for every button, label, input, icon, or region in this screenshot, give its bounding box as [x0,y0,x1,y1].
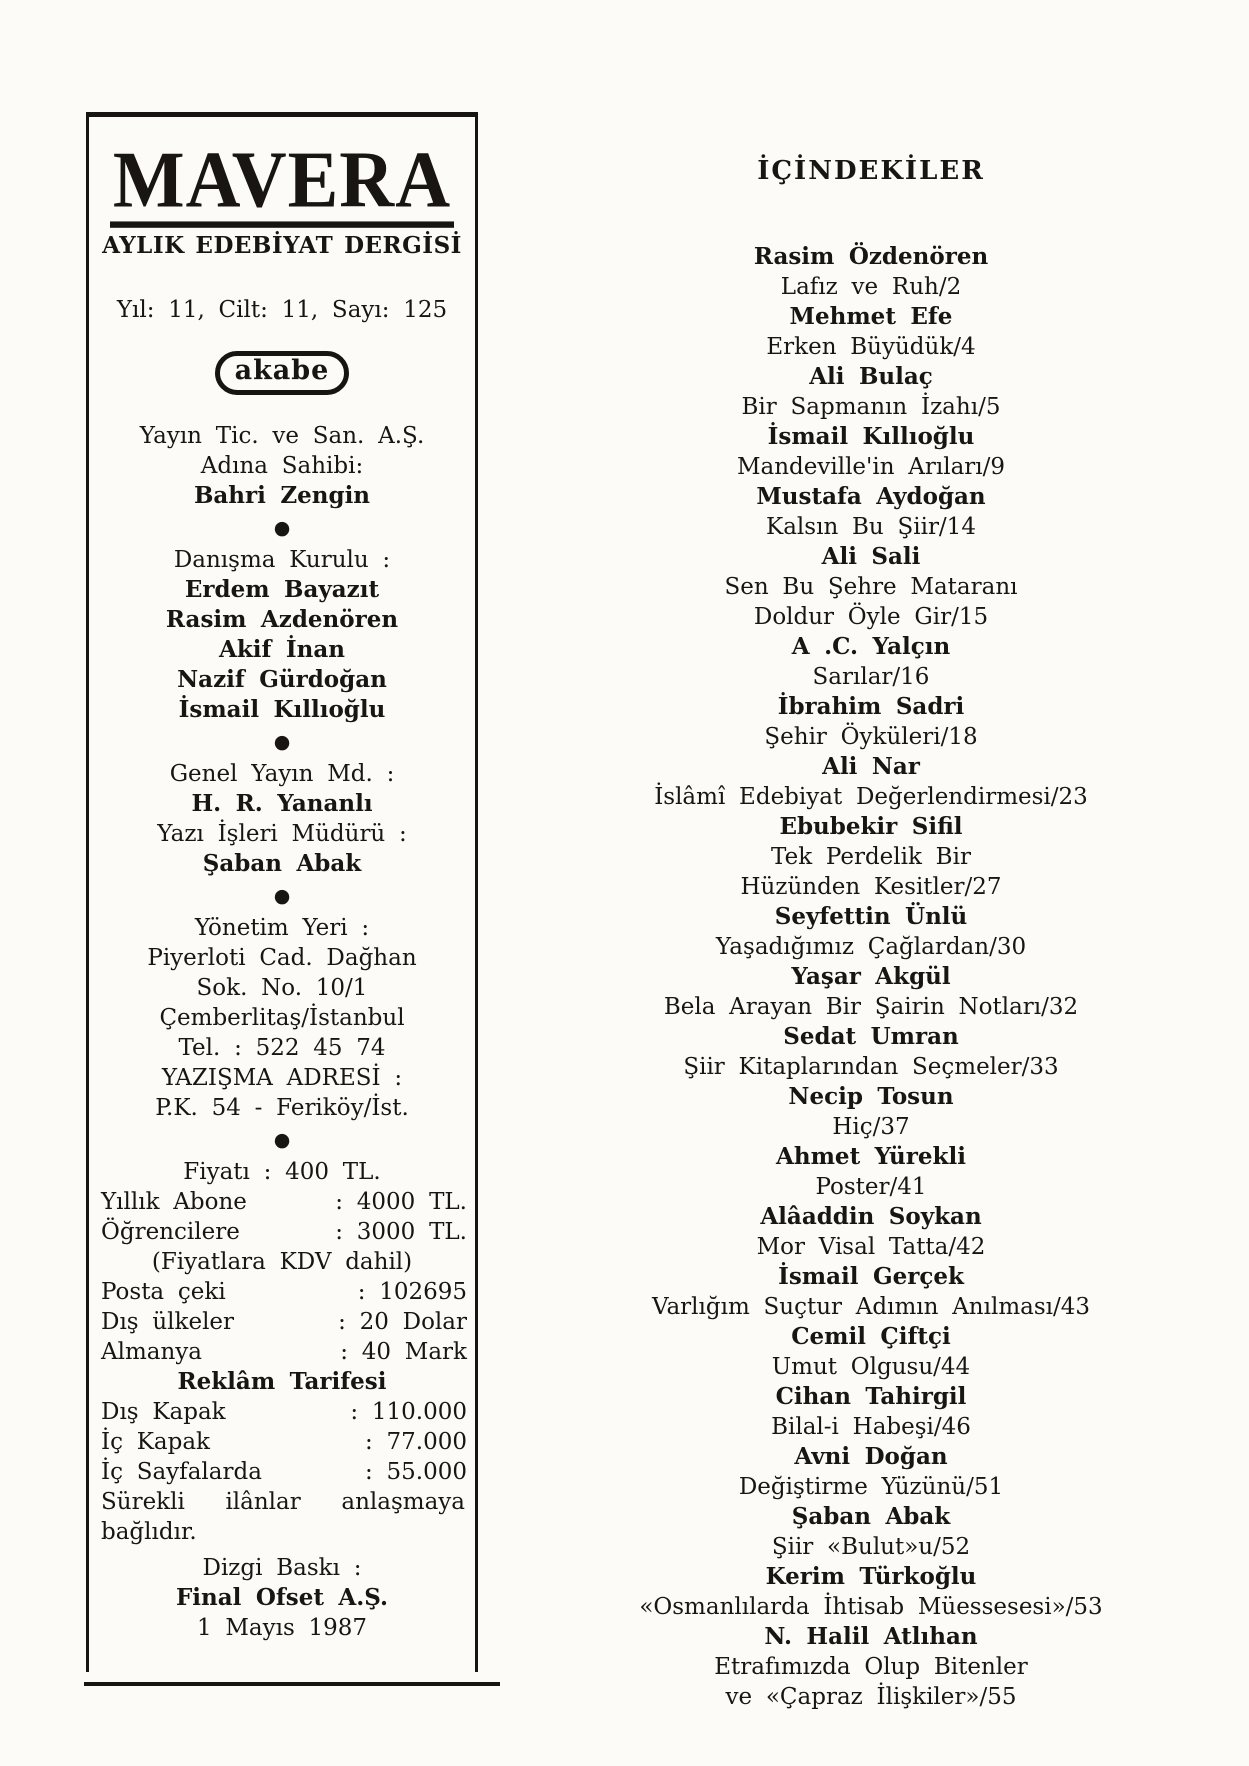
contents-author: Alâaddin Soykan [760,1203,982,1230]
bullet-separator: ● [273,885,291,907]
general-director-name: H. R. Yananlı [191,790,373,817]
publisher-badge-row [89,351,475,395]
advisory-member: İsmail Kıllıoğlu [178,696,386,723]
contents-title: İÇİNDEKİLER [757,156,985,186]
contents-author: Rasim Özdenören [753,243,989,270]
contents-title-line: Sarılar/16 [812,664,930,690]
office-label: Yönetim Yeri : [194,915,370,941]
contents-title-line: «Osmanlılarda İhtisab Müessesesi»/53 [639,1594,1103,1620]
account-row-value: : 102695 [357,1279,467,1305]
price-row-label: Öğrencilere [101,1219,240,1245]
price-row [89,1187,475,1217]
contents-author: Cemil Çiftçi [791,1323,951,1350]
contents-title-line: Mor Visal Tatta/42 [756,1234,986,1260]
contents-title-line: İslâmî Edebiyat Değerlendirmesi/23 [654,784,1088,810]
contents-author: N. Halil Atlıhan [764,1623,978,1650]
contents-title-line: Kalsın Bu Şiir/14 [766,514,976,540]
ad-row [89,1397,475,1427]
contents-title-line: Değiştirme Yüzünü/51 [738,1474,1004,1500]
bullet-separator: ● [273,731,291,753]
contents-title-line: Hüzünden Kesitler/27 [740,874,1002,900]
account-row-value: : 40 Mark [340,1339,467,1365]
logo-wrap [89,135,475,261]
contents-column [498,156,1244,1712]
contents-title-line: Tek Perdelik Bir [771,844,971,870]
contents-author: İsmail Gerçek [778,1263,964,1290]
contents-entries [498,242,1244,1712]
account-row [89,1337,475,1367]
contents-author: İsmail Kıllıoğlu [767,423,975,450]
general-director-label: Genel Yayın Md. : [169,761,395,787]
account-row-value: : 20 Dolar [338,1309,467,1335]
account-row [89,1277,475,1307]
contents-title-line: Şehir Öyküleri/18 [764,724,978,750]
contents-title-line: ve «Çapraz İlişkiler»/55 [725,1684,1017,1710]
ad-row [89,1427,475,1457]
editor-label: Yazı İşleri Müdürü : [157,821,407,847]
contents-author: Mehmet Efe [789,303,953,330]
ad-row-value: : 77.000 [365,1429,467,1455]
ad-row-label: İç Sayfalarda [101,1459,262,1485]
akabe-logo: akabe [215,351,350,395]
price-row-value: : 3000 TL. [335,1219,467,1245]
price-row-value: : 4000 TL. [335,1189,467,1215]
magazine-logo: MAVERA [110,143,454,228]
office-line: Çemberlitaş/İstanbul [159,1005,405,1031]
account-row-label: Dış ülkeler [101,1309,235,1335]
contents-author: Kerim Türkoğlu [765,1563,977,1590]
bullet-separator: ● [273,517,291,539]
ad-row [89,1457,475,1487]
contents-title-line: Varlığım Suçtur Adımın Anılması/43 [651,1294,1091,1320]
advisory-label: Danışma Kurulu : [173,547,391,573]
mailing-label: YAZIŞMA ADRESİ : [161,1065,403,1091]
contents-title-line: Sen Bu Şehre Mataranı [724,574,1018,600]
masthead-box [86,112,478,1672]
contents-author: Yaşar Akgül [791,963,951,990]
office-phone: Tel. : 522 45 74 [178,1035,386,1061]
advisory-member: Nazif Gürdoğan [177,666,387,693]
contents-author: Necip Tosun [788,1083,954,1110]
publisher-line: Yayın Tic. ve San. A.Ş. [139,423,425,449]
ad-row-value: : 55.000 [365,1459,467,1485]
contents-author: Seyfettin Ünlü [774,903,968,930]
office-line: Sok. No. 10/1 [196,975,368,1001]
ad-note: Sürekli ilânlar anlaşmaya bağlıdır. [101,1489,465,1545]
contents-title-line: Lafız ve Ruh/2 [780,274,962,300]
owner-name: Bahri Zengin [193,482,371,509]
office-line: Piyerloti Cad. Dağhan [147,945,417,971]
ad-tariff-title: Reklâm Tarifesi [177,1368,387,1395]
contents-author: Ebubekir Sifil [779,813,963,840]
price-row-label: Yıllık Abone [101,1189,247,1215]
price-row [89,1217,475,1247]
mailing-address: P.K. 54 - Feriköy/İst. [155,1095,409,1121]
contents-title-line: Mandeville'in Arıları/9 [736,454,1006,480]
contents-author: Ali Sali [821,543,921,570]
contents-title-line: Doldur Öyle Gir/15 [753,604,989,630]
ad-row-label: İç Kapak [101,1429,210,1455]
advisory-member: Erdem Bayazıt [184,576,380,603]
contents-author: İbrahim Sadri [777,693,965,720]
contents-title-line: Poster/41 [815,1174,927,1200]
contents-title-line: Umut Olgusu/44 [771,1354,971,1380]
contents-author: Ali Bulaç [809,363,933,390]
print-label: Dizgi Baskı : [202,1555,362,1581]
account-row-label: Posta çeki [101,1279,226,1305]
contents-author: Şaban Abak [791,1503,951,1530]
publisher-line: Adına Sahibi: [200,453,364,479]
account-row [89,1307,475,1337]
advisory-member: Rasim Azdenören [165,606,399,633]
contents-author: Cihan Tahirgil [775,1383,967,1410]
contents-title-line: Etrafımızda Olup Bitenler [714,1654,1028,1680]
contents-title-line: Şiir Kitaplarından Seçmeler/33 [683,1054,1059,1080]
ad-row-value: : 110.000 [350,1399,467,1425]
ad-row-label: Dış Kapak [101,1399,226,1425]
contents-title-line: Bir Sapmanın İzahı/5 [741,394,1001,420]
issue-date: 1 Mayıs 1987 [196,1615,368,1641]
bottom-rule [84,1682,500,1686]
contents-author: Avni Doğan [794,1443,948,1470]
contents-title-line: Erken Büyüdük/4 [766,334,976,360]
bullet-separator: ● [273,1129,291,1151]
contents-title-line: Yaşadığımız Çağlardan/30 [715,934,1027,960]
issue-line: Yıl: 11, Cilt: 11, Sayı: 125 [116,297,448,323]
vat-note: (Fiyatlara KDV dahil) [151,1249,413,1275]
contents-title-line: Bela Arayan Bir Şairin Notları/32 [663,994,1079,1020]
contents-author: Ali Nar [822,753,920,780]
contents-author: Ahmet Yürekli [776,1143,966,1170]
contents-author: Mustafa Aydoğan [756,483,986,510]
printer-name: Final Ofset A.Ş. [175,1584,389,1611]
contents-title-line: Şiir «Bulut»u/52 [771,1534,971,1560]
advisory-member: Akif İnan [219,636,345,663]
magazine-subtitle: AYLIK EDEBİYAT DERGİSİ [102,232,462,259]
contents-title-line: Bilal-i Habeşi/46 [771,1414,971,1440]
price-line: Fiyatı : 400 TL. [183,1159,381,1185]
contents-author: Sedat Umran [783,1023,959,1050]
account-row-label: Almanya [101,1339,203,1365]
contents-author: A .C. Yalçın [791,633,951,660]
editor-name: Şaban Abak [202,850,362,877]
contents-title-line: Hiç/37 [832,1114,910,1140]
